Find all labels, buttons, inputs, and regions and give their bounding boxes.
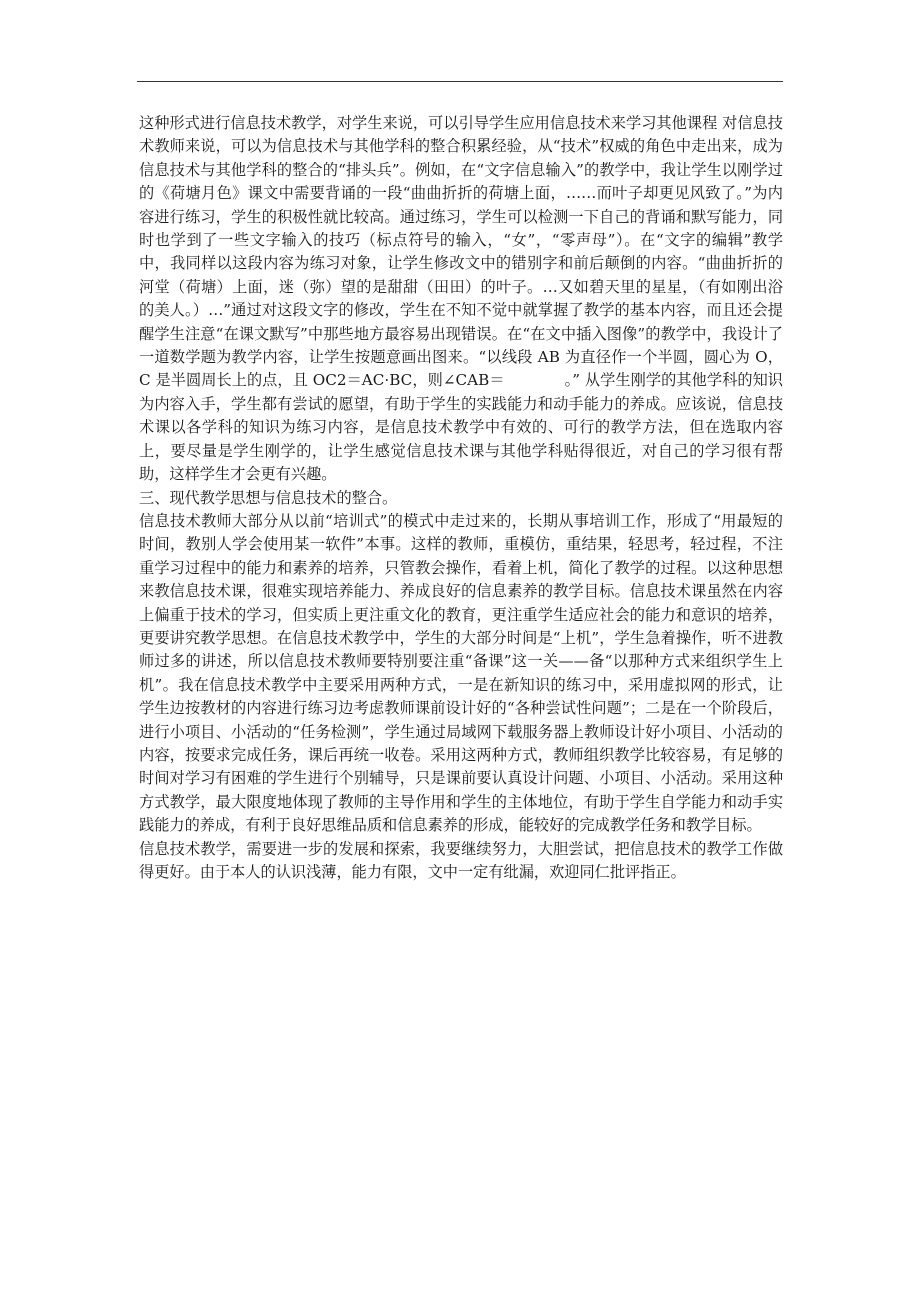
paragraph-integration-examples — [139, 112, 783, 487]
paragraph-integration-examples-part1: 这种形式进行信息技术教学，对学生来说，可以引导学生应用信息技术来学习其他课程 对信息技术教师来说，可以为信息技术与其他学科的整合积累经验，从“技术”权威的角色中走出来，成为信息技术与其他学科的整合的“排头兵”。例如，在“文字信息输入”的教学中，我让学生以刚学过的《荷塘月色》课文中需要背诵的一段“曲曲折折的荷塘上面，……而叶子却更见风致了。”为内容进行练习，学生的积极性就比较高。通过练习，学生可以检测一下自己的背诵和默写能力，同时也学到了一些文字输入的技巧（标点符号的输入，“女”，“零声母”）。在“文字的编辑”教学中，我同样以这段内容为练习对象，让学生修改文中的错别字和前后颠倒的内容。“曲曲折折的河堂（荷塘）上面，迷（弥）望的是甜甜（田田）的叶子。…又如碧天里的星星，（有如刚出浴的美人。）…”通过对这段文字的修改，学生在不知不觉中就掌握了教学的基本内容，而且还会提醒学生注意“在课文默写”中那些地方最容易出现错误。在“在文中插入图像”的教学中，我设计了一道数学题为教学内容，让学生按题意画出图来。“以线段 AB 为直径作一个半圆，圆心为 O，C 是半圆周长上的点，且 OC2＝AC·BC，则∠CAB＝ — [139, 114, 783, 390]
paragraph-teaching-thought: 信息技术教师大部分从以前“培训式”的模式中走过来的，长期从事培训工作，形成了“用最短的时间，教别人学会使用某一软件”本事。这样的教师，重模仿，重结果，轻思考，轻过程，不注重学习过程中的能力和素养的培养，只管教会操作，看着上机，简化了教学的过程。以这种思想来教信息技术课，很难实现培养能力、养成良好的信息素养的教学目标。信息技术课虽然在内容上偏重于技术的学习，但实质上更注重文化的教育，更注重学生适应社会的能力和意识的培养，更要讲究教学思想。在信息技术教学中，学生的大部分时间是“上机”，学生急着操作，听不进教师过多的讲述，所以信息技术教师要特别要注重“备课”这一关——备“以那种方式来组织学生上机”。我在信息技术教学中主要采用两种方式，一是在新知识的练习中，采用虚拟网的形式，让学生边按教材的内容进行练习边考虑教师课前设计好的“各种尝试性问题”；二是在一个阶段后，进行小项目、小活动的“任务检测”，学生通过局域网下载服务器上教师设计好小项目、小活动的内容，按要求完成任务，课后再统一收卷。采用这两种方式，教师组织教学比较容易，有足够的时间对学习有困难的学生进行个别辅导，只是课前要认真设计问题、小项目、小活动。采用这种方式教学，最大限度地体现了教师的主导作用和学生的主体地位，有助于学生自学能力和动手实践能力的养成，有利于良好思维品质和信息素养的形成，能较好的完成教学任务和教学目标。 — [139, 511, 783, 835]
paragraph-integration-examples-part2: 。” 从学生刚学的其他学科的知识为内容入手，学生都有尝试的愿望，有助于学生的实践能力和动手能力的养成。应该说，信息技术课以各学科的知识为练习内容，是信息技术教学中有效的、可行的教学方法，但在选取内容上，要尽量是学生刚学的，让学生感觉信息技术课与其他学科贴得很近，对自己的学习很有帮助，这样学生才会更有兴趣。 — [139, 371, 783, 484]
section-heading-3: 三、现代教学思想与信息技术的整合。 — [139, 488, 398, 507]
header-rule — [137, 81, 783, 82]
paragraph-conclusion: 信息技术教学，需要进一步的发展和探索，我要继续努力，大胆尝试，把信息技术的教学工作做得更好。由于本人的认识浅薄，能力有限，文中一定有纰漏，欢迎同仁批评指正。 — [139, 839, 783, 881]
document-body — [139, 112, 783, 884]
